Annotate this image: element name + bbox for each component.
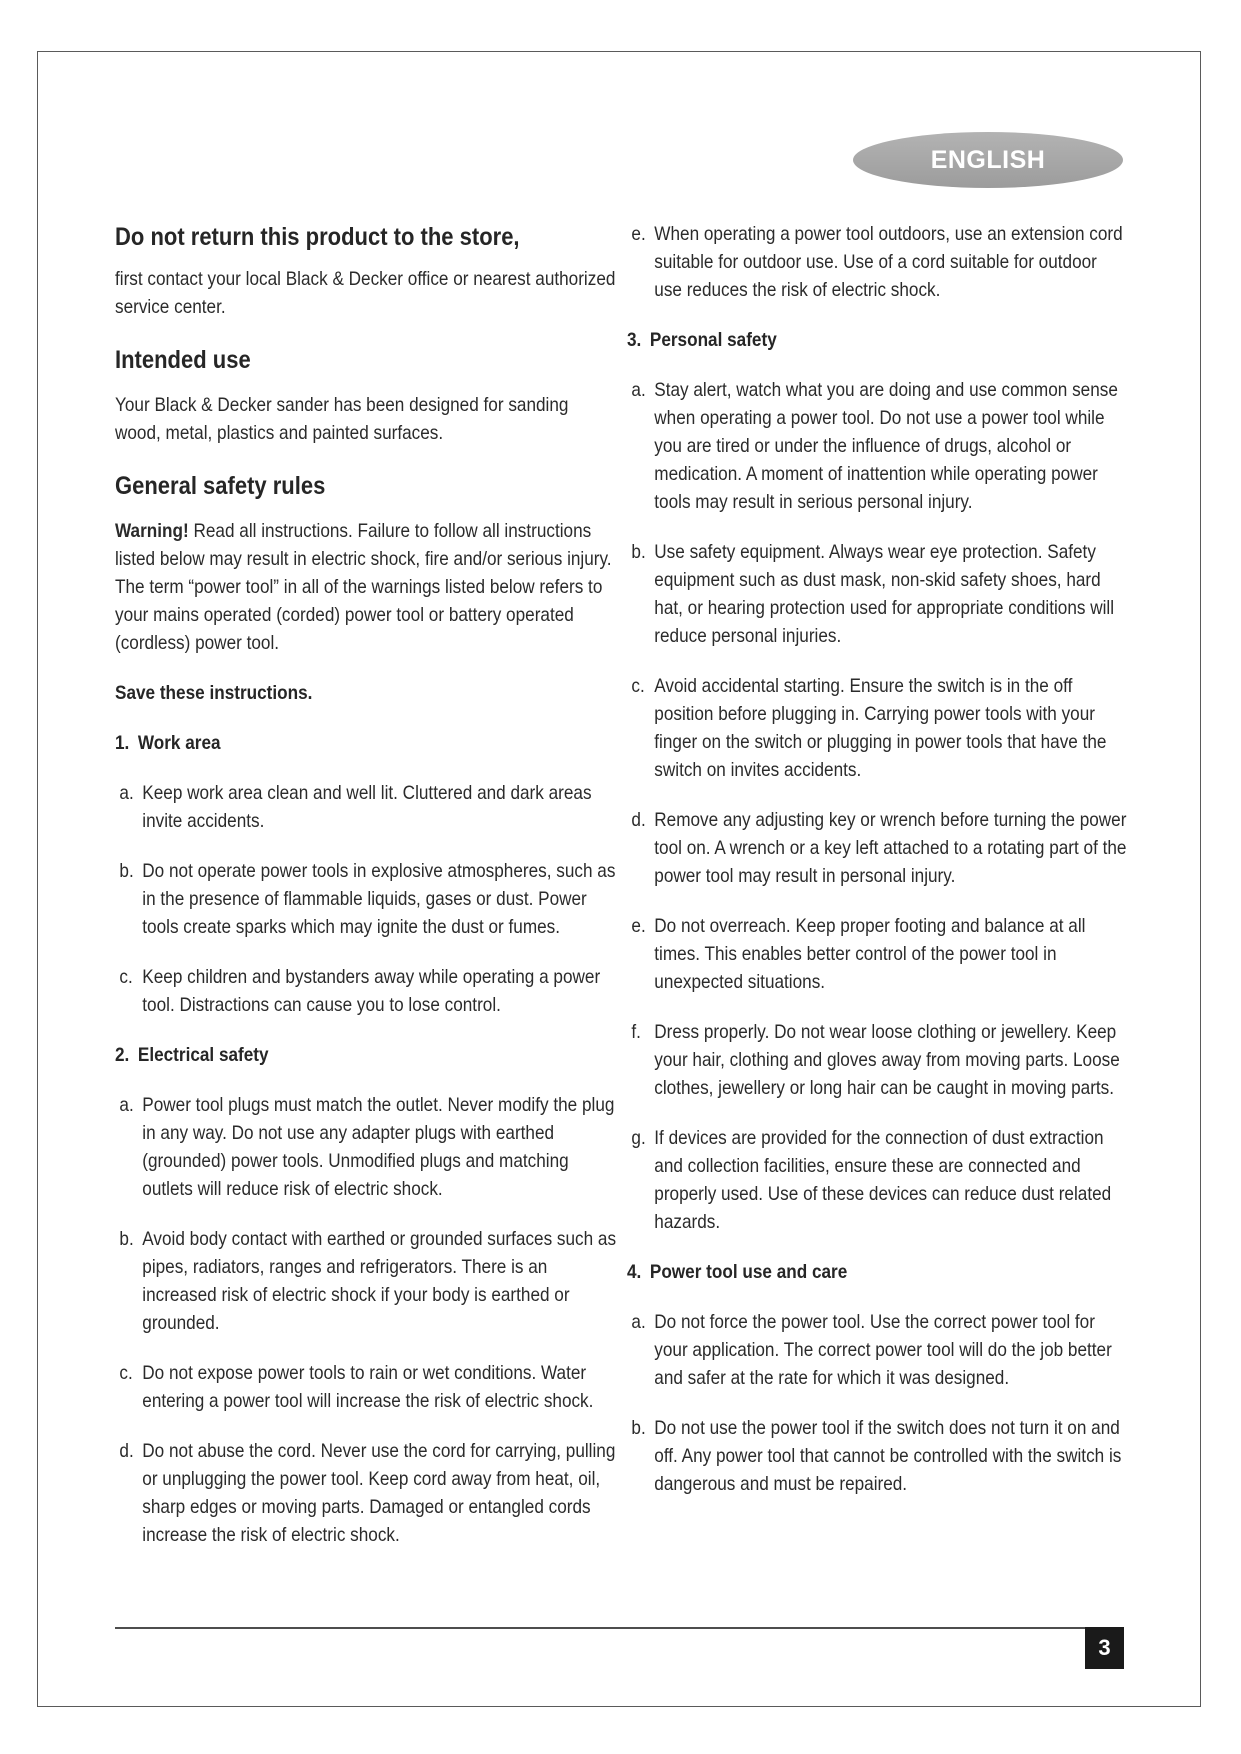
list-item [627, 672, 1129, 784]
item-letter: a. [631, 379, 646, 401]
footer-rule [115, 1627, 1122, 1629]
page-number: 3 [1085, 1627, 1124, 1669]
section-personal-safety [627, 326, 1129, 354]
section-number: 1. [115, 732, 130, 754]
general-safety-heading: General safety rules [115, 472, 326, 500]
item-letter: c. [119, 966, 133, 988]
item-text: Do not force the power tool. Use the correct power tool for your application. The correct power tool will do the job better and safer at the rate for which it was designed. [654, 1311, 1112, 1389]
intended-use-text: Your Black & Decker sander has been designed for sanding wood, metal, plastics and painted surfaces. [115, 394, 569, 444]
list-item [115, 779, 617, 835]
item-letter: d. [631, 809, 646, 831]
section-number: 2. [115, 1044, 130, 1066]
list-item [627, 1018, 1129, 1102]
list-item [115, 963, 617, 1019]
item-letter: b. [119, 860, 134, 882]
section-title: Electrical safety [137, 1044, 269, 1066]
list-item [627, 1124, 1129, 1236]
item-letter: b. [631, 1417, 646, 1439]
section-title: Power tool use and care [649, 1261, 848, 1283]
list-item [115, 1359, 617, 1415]
section-power-tool-use-care [627, 1258, 1129, 1286]
section-title: Work area [137, 732, 221, 754]
item-letter: a. [119, 1094, 134, 1116]
list-item [115, 1437, 617, 1549]
section-electrical-safety [115, 1041, 617, 1069]
item-text: Do not overreach. Keep proper footing and balance at all times. This enables better control of the power tool in unexpected situations. [654, 915, 1086, 993]
list-item [627, 1414, 1129, 1498]
list-item [627, 376, 1129, 516]
item-text: Remove any adjusting key or wrench before turning the power tool on. A wrench or a key left attached to a rotating part of the power tool may result in personal injury. [654, 809, 1127, 887]
section-number: 4. [627, 1261, 642, 1283]
item-text: Stay alert, watch what you are doing and use common sense when operating a power tool. Do not use a power tool while you are tired or under the influence of drugs, alcohol or medication. A moment of inattention while operating power tools may result in serious personal injury. [654, 379, 1118, 513]
item-letter: e. [631, 915, 646, 937]
item-text: Do not abuse the cord. Never use the cord for carrying, pulling or unplugging the power tool. Keep cord away from heat, oil, sharp edges or moving parts. Damaged or entangled cords increase the risk of electric shock. [142, 1440, 616, 1546]
item-letter: b. [119, 1228, 134, 1250]
intended-use-heading: Intended use [115, 346, 251, 374]
section-work-area [115, 729, 617, 757]
list-item [115, 857, 617, 941]
item-text: Keep children and bystanders away while operating a power tool. Distractions can cause you to lose control. [142, 966, 601, 1016]
item-text: Use safety equipment. Always wear eye protection. Safety equipment such as dust mask, non-skid safety shoes, hard hat, or hearing protection used for appropriate conditions will reduce personal injuries. [654, 541, 1115, 647]
item-letter: e. [631, 223, 646, 245]
item-letter: d. [119, 1440, 134, 1462]
list-item [115, 1091, 617, 1203]
list-item [627, 1308, 1129, 1392]
item-letter: a. [631, 1311, 646, 1333]
warning-paragraph [115, 517, 617, 657]
right-column [627, 220, 1129, 1520]
item-letter: c. [631, 675, 645, 697]
list-item [627, 806, 1129, 890]
list-item [627, 538, 1129, 650]
left-column [115, 220, 617, 1571]
item-text: If devices are provided for the connection of dust extraction and collection facilities, ensure these are connected and properly used. Use of these devices can reduce dust related hazards. [654, 1127, 1112, 1233]
warning-text: Read all instructions. Failure to follow all instructions listed below may result in electric shock, fire and/or serious injury. The term “power tool” in all of the warnings listed below refers to your mains operated (corded) power tool or battery operated (cordless) power tool. [115, 520, 612, 654]
item-text: Power tool plugs must match the outlet. Never modify the plug in any way. Do not use any adapter plugs with earthed (grounded) power tools. Unmodified plugs and matching outlets will reduce risk of electric shock. [142, 1094, 615, 1200]
item-text: Keep work area clean and well lit. Cluttered and dark areas invite accidents. [142, 782, 592, 832]
item-letter: b. [631, 541, 646, 563]
list-item [115, 1225, 617, 1337]
item-text: Avoid accidental starting. Ensure the switch is in the off position before plugging in. Carrying power tools with your finger on the switch or plugging in power tools that have the switch on invites accidents. [654, 675, 1107, 781]
item-text: Do not use the power tool if the switch does not turn it on and off. Any power tool that cannot be controlled with the switch is dangerous and must be repaired. [654, 1417, 1122, 1495]
item-letter: c. [119, 1362, 133, 1384]
item-text: Do not operate power tools in explosive atmospheres, such as in the presence of flammable liquids, gases or dust. Power tools create sparks which may ignite the dust or fumes. [142, 860, 616, 938]
section-number: 3. [627, 329, 642, 351]
item-letter: a. [119, 782, 134, 804]
item-letter: g. [631, 1127, 646, 1149]
return-product-text: first contact your local Black & Decker office or nearest authorized service center. [115, 268, 616, 318]
return-product-heading: Do not return this product to the store, [115, 223, 520, 251]
list-item [627, 220, 1129, 304]
item-letter: f. [631, 1021, 641, 1043]
list-item [627, 912, 1129, 996]
warning-label: Warning! [115, 520, 189, 542]
language-badge: ENGLISH [853, 132, 1123, 188]
item-text: Avoid body contact with earthed or grounded surfaces such as pipes, radiators, ranges and refrigerators. There is an increased risk of electric shock if your body is earthed or grounded. [142, 1228, 617, 1334]
item-text: Dress properly. Do not wear loose clothing or jewellery. Keep your hair, clothing and gloves away from moving parts. Loose clothes, jewellery or long hair can be caught in moving parts. [654, 1021, 1120, 1099]
item-text: Do not expose power tools to rain or wet conditions. Water entering a power tool will increase the risk of electric shock. [142, 1362, 594, 1412]
section-title: Personal safety [649, 329, 777, 351]
save-instructions: Save these instructions. [115, 682, 313, 704]
item-text: When operating a power tool outdoors, use an extension cord suitable for outdoor use. Use of a cord suitable for outdoor use reduces the risk of electric shock. [654, 223, 1123, 301]
